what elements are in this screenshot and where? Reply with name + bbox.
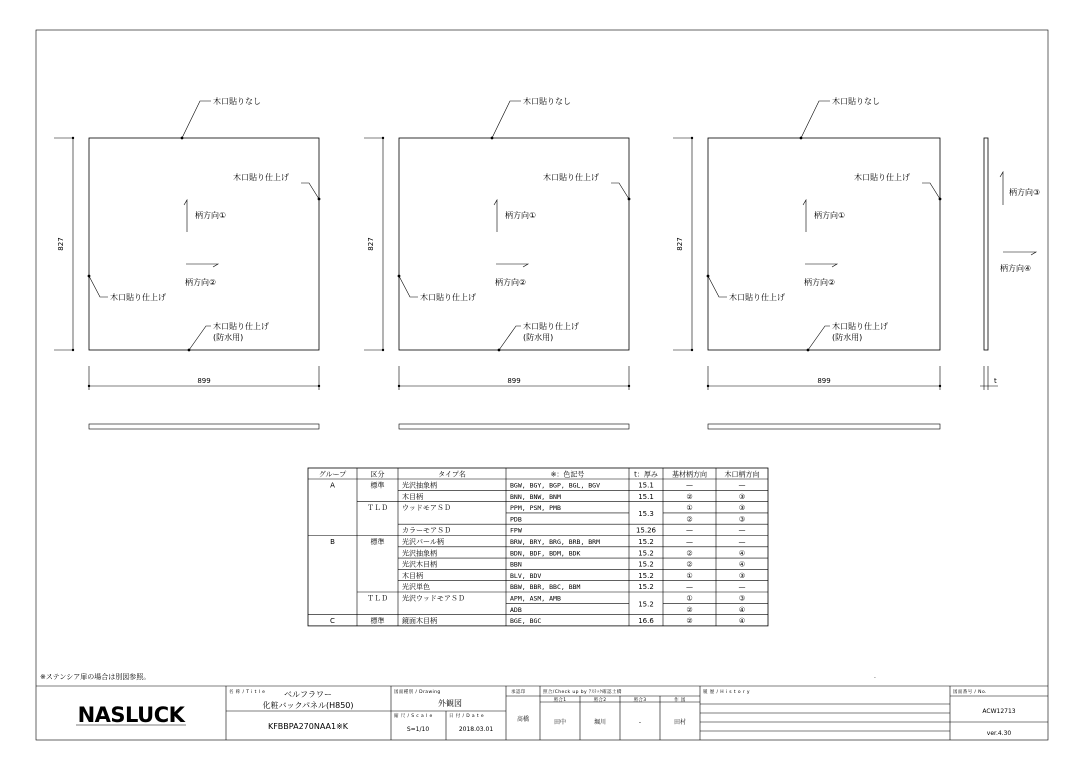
table-cell-type: ウッドモアＳＤ [402, 504, 451, 513]
panel-3-edge-view [708, 424, 940, 429]
table-cell-t: 15.2 [638, 538, 654, 546]
panel-2-label-edge-none: 木口貼りなし [523, 97, 571, 106]
panel-2-label-grain2: 柄方向② [495, 278, 527, 287]
table-cell-base: ② [686, 617, 693, 626]
panel-2-edge-view [399, 424, 629, 429]
side-label-grain3: 柄方向③ [1009, 188, 1041, 197]
svg-text:日 付 / D a t e: 日 付 / D a t e [449, 714, 485, 719]
table-cell-codes: BLV, BDV [510, 571, 542, 580]
panel-2-label-waterproof-note: (防水用) [523, 333, 554, 342]
outer-frame [36, 30, 1048, 740]
panel-3 [673, 96, 941, 429]
svg-text:履 歴 / H i s t o r y: 履 歴 / H i s t o r y [703, 690, 750, 695]
svg-text:照合/Check up by ｱｽﾗｯｸ確認土橋: 照合/Check up by ｱｽﾗｯｸ確認土橋 [543, 690, 622, 695]
table-cell-type: 光沢ウッドモアＳＤ [402, 594, 465, 603]
version: ver.4.30 [986, 730, 1012, 737]
checker-2: 堀川 [593, 719, 607, 726]
svg-text:.: . [874, 673, 876, 680]
svg-text:照合1: 照合1 [553, 698, 567, 703]
svg-text:作 図: 作 図 [674, 698, 686, 703]
panel-3-label-grain1: 柄方向① [814, 211, 846, 220]
svg-text:承認印: 承認印 [511, 690, 526, 695]
table-header: 基材柄方向 [672, 470, 707, 479]
table-cell-type: カラーモアＳＤ [402, 526, 451, 535]
table-cell-t: 15.2 [638, 600, 654, 609]
table-cell-edge: ③ [738, 515, 746, 524]
drawing-type: 外観図 [438, 699, 462, 708]
company-logo: NASLUCK [77, 703, 185, 727]
panel-3-label-edge-none: 木口貼りなし [832, 97, 880, 106]
table-cell-edge: ④ [738, 617, 746, 626]
title-line2: 化粧バックパネル(H850) [262, 701, 354, 710]
table-cell-kubun: ＴＬＤ [367, 504, 388, 513]
table-cell-type: 光沢木目柄 [402, 560, 437, 569]
table-cell-base: ① [686, 594, 693, 603]
panel-2-label-edge-finish-right: 木口貼り仕上げ [543, 173, 599, 182]
panel-1-edge-view [89, 424, 319, 429]
table-cell-group: C [330, 617, 335, 626]
checker-4: 田村 [673, 719, 687, 726]
panel-3-height: 827 [676, 237, 684, 251]
table-cell-edge: ③ [738, 594, 746, 603]
table-cell-base: — [686, 526, 693, 535]
table-cell-kubun: ＴＬＤ [367, 594, 388, 603]
table-cell-base: ② [686, 560, 693, 569]
table-cell-base: ② [686, 515, 693, 524]
table-cell-codes: ADB [510, 605, 522, 614]
table-cell-base: ① [686, 504, 693, 513]
panel-3-grain2-arrow [805, 264, 837, 267]
panel-2-grain1-arrow [494, 200, 497, 232]
table-cell-edge: ③ [738, 504, 746, 513]
panel-1-label-edge-finish-right: 木口貼り仕上げ [233, 173, 289, 182]
model-number: KFBBPA270NAA1※K [267, 722, 349, 731]
table-header: 区分 [370, 470, 385, 479]
table-header: ※：色記号 [550, 470, 585, 479]
panel-2-label-edge-finish-left: 木口貼り仕上げ [420, 293, 476, 302]
table-cell-edge: ④ [738, 549, 746, 558]
table-cell-base: — [686, 538, 693, 546]
table-header: グループ [318, 470, 347, 479]
table-cell-base: ② [686, 549, 693, 558]
panel-1-label-grain1: 柄方向① [195, 211, 227, 220]
table-cell-base: — [686, 481, 693, 490]
table-cell-codes: APM, ASM, AMB [510, 594, 561, 603]
panel-3-label-edge-waterproof: 木口貼り仕上げ [832, 322, 888, 331]
table-cell-type: 鏡面木目柄 [402, 617, 437, 626]
panel-1-label-edge-none: 木口貼りなし [213, 97, 261, 106]
panel-1-label-edge-waterproof: 木口貼り仕上げ [213, 322, 269, 331]
table-cell-codes: PPM, PSM, PMB [510, 504, 561, 513]
table-cell-kubun: 標準 [370, 538, 385, 546]
table-cell-t: 15.2 [638, 549, 654, 558]
svg-text:照合3: 照合3 [633, 698, 647, 703]
table-cell-edge: ④ [738, 560, 746, 569]
panel-1 [54, 96, 320, 429]
table-cell-type: 木目柄 [402, 571, 423, 580]
panel-1-label-grain2: 柄方向② [185, 278, 217, 287]
panel-2-outline [399, 138, 629, 350]
table-cell-t: 15.1 [638, 492, 654, 501]
table-cell-codes: BBN [510, 560, 522, 569]
drawing-number: ACW12713 [982, 708, 1016, 715]
panel-2-label-edge-waterproof: 木口貼り仕上げ [523, 322, 579, 331]
table-cell-base: ② [686, 605, 693, 614]
approver: 髙橋 [516, 716, 530, 723]
table-cell-base: ① [686, 571, 693, 580]
panel-3-label-grain2: 柄方向② [804, 278, 836, 287]
table-cell-codes: BGW, BGY, BGP, BGL, BGV [510, 481, 601, 490]
panel-2-grain2-arrow [496, 264, 528, 267]
date: 2018.03.01 [458, 726, 494, 733]
panel-1-outline [89, 138, 319, 350]
panel-3-label-waterproof-note: (防水用) [832, 333, 863, 342]
svg-text:縮 尺 / S c a l e: 縮 尺 / S c a l e [394, 714, 433, 719]
table-cell-t: 15.3 [638, 509, 654, 518]
table-cell-codes: BNN, BNW, BNM [510, 492, 561, 501]
panel-3-label-edge-finish-left: 木口貼り仕上げ [729, 293, 785, 302]
table-cell-t: 16.6 [638, 617, 654, 626]
panel-3-width: 899 [817, 377, 831, 385]
table-cell-edge: — [738, 481, 746, 490]
side-view [980, 138, 1040, 390]
panel-1-width: 899 [197, 377, 211, 385]
table-cell-type: 木目柄 [402, 492, 423, 501]
table-cell-edge: — [738, 538, 746, 546]
table-cell-edge: — [738, 526, 746, 535]
spec-table [308, 468, 768, 626]
table-cell-type: 光沢抽象柄 [402, 549, 437, 558]
table-cell-t: 15.26 [635, 526, 657, 535]
table-cell-codes: BDN, BDF, BDM, BDK [510, 549, 581, 558]
svg-text:名 称 / T i t l e: 名 称 / T i t l e [229, 690, 266, 695]
table-cell-edge: — [738, 583, 746, 592]
panel-1-label-waterproof-note: (防水用) [213, 333, 244, 342]
panel-3-label-edge-finish-right: 木口貼り仕上げ [854, 173, 910, 182]
table-cell-edge: ③ [738, 492, 746, 501]
table-cell-kubun: 標準 [370, 481, 385, 490]
side-thickness-label: t [994, 377, 997, 385]
table-header: t：厚み [634, 470, 658, 479]
table-cell-codes: PDB [510, 515, 522, 524]
scale: S=1/10 [406, 726, 430, 733]
table-cell-type: 光沢単色 [402, 583, 430, 592]
panel-1-grain2-arrow [186, 264, 218, 267]
table-cell-group: B [330, 538, 335, 546]
table-cell-base: ② [686, 492, 693, 501]
panel-3-outline [708, 138, 940, 350]
panel-1-grain1-arrow [184, 200, 187, 232]
stencia-note: ※ステンシア扉の場合は別図参照。 [40, 673, 151, 681]
panel-2-label-grain1: 柄方向① [505, 211, 537, 220]
table-header: タイプ名 [438, 470, 466, 479]
panel-1-label-edge-finish-left: 木口貼り仕上げ [110, 293, 166, 302]
panel-2-height: 827 [367, 237, 375, 251]
panel-1-height: 827 [57, 237, 65, 251]
panel-2-width: 899 [507, 377, 521, 385]
table-cell-codes: BBW, BBR, BBC, BBM [510, 583, 581, 592]
checker-1: 田中 [553, 719, 567, 726]
panel-2 [364, 96, 630, 429]
svg-text:照合2: 照合2 [593, 698, 607, 703]
table-cell-type: 光沢パール柄 [402, 538, 444, 546]
table-cell-codes: BRW, BRY, BRG, BRB, BRM [510, 538, 601, 546]
table-cell-t: 15.2 [638, 560, 654, 569]
table-cell-type: 光沢抽象柄 [402, 481, 437, 490]
side-view-outline [984, 138, 988, 350]
panel-3-grain1-arrow [803, 200, 806, 232]
table-cell-base: — [686, 583, 693, 592]
svg-text:図面番号 / No.: 図面番号 / No. [953, 690, 987, 695]
table-cell-t: 15.2 [638, 571, 654, 580]
table-cell-kubun: 標準 [370, 617, 385, 626]
table-cell-t: 15.2 [638, 583, 654, 592]
table-cell-edge: ③ [738, 571, 746, 580]
side-label-grain4: 柄方向④ [1000, 264, 1032, 273]
checker-3: - [638, 719, 642, 726]
svg-text:図面種別 / Drawing: 図面種別 / Drawing [394, 690, 441, 695]
table-cell-codes: FPW [510, 526, 522, 535]
table-cell-edge: ④ [738, 605, 746, 614]
title-line1: ベルフラワー [284, 690, 332, 699]
table-cell-group: A [330, 481, 335, 490]
table-cell-codes: BGE, BGC [510, 617, 542, 626]
title-block [76, 686, 1048, 740]
table-cell-t: 15.1 [638, 481, 654, 490]
table-header: 木口柄方向 [724, 470, 760, 479]
